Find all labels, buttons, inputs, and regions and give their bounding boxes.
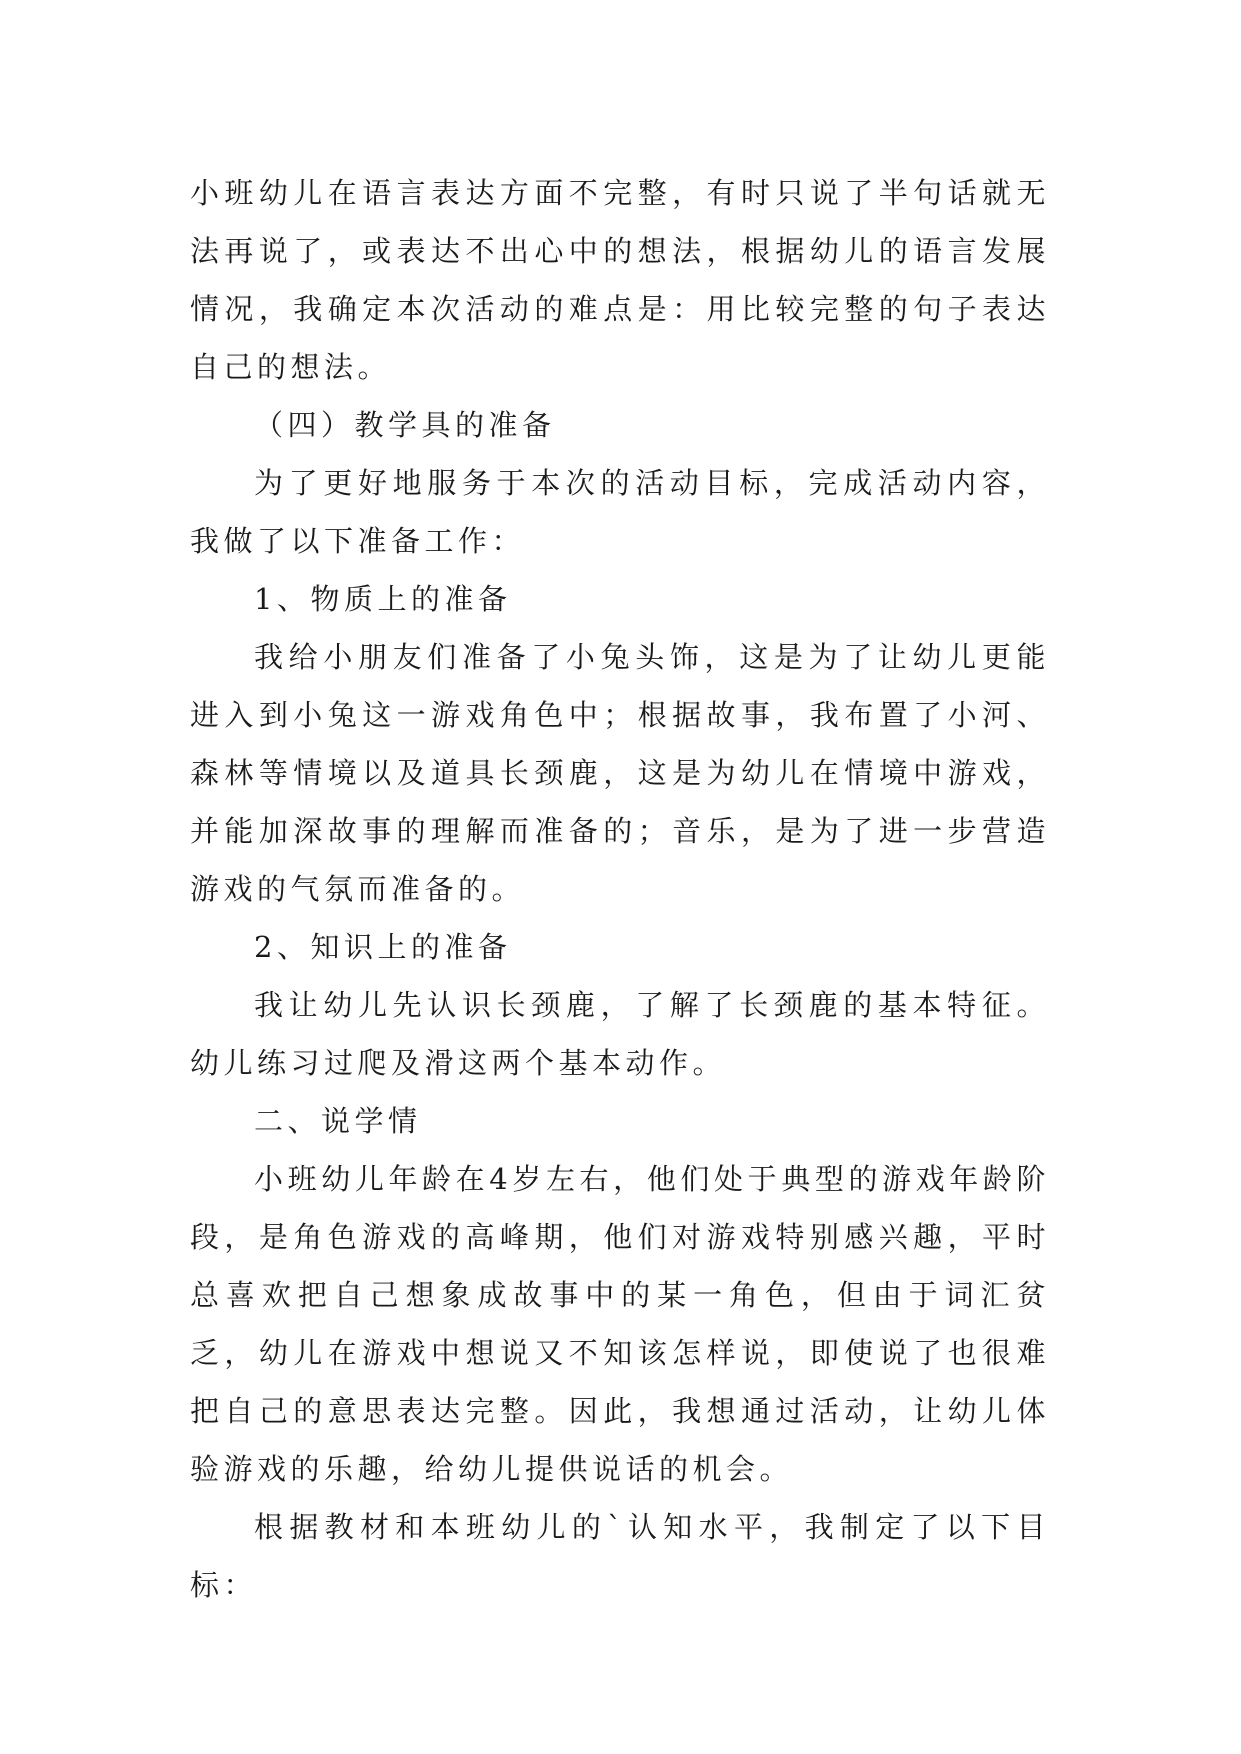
heading-material-preparation: 1、物质上的准备 xyxy=(254,582,512,616)
document-body xyxy=(190,164,1050,1614)
paragraph-preparation-intro: 为了更好地服务于本次的活动目标，完成活动内容，我做了以下准备工作： xyxy=(190,466,1050,558)
heading-teaching-materials: （四）教学具的准备 xyxy=(254,408,556,442)
heading-knowledge-preparation: 2、知识上的准备 xyxy=(254,930,512,964)
heading-learner-analysis: 二、说学情 xyxy=(254,1104,422,1138)
paragraph-learner-analysis: 小班幼儿年龄在4岁左右，他们处于典型的游戏年龄阶段，是角色游戏的高峰期，他们对游戏特别感兴趣，平时总喜欢把自己想象成故事中的某一角色，但由于词汇贫乏，幼儿在游戏中想说又不知该怎样说，即使说了也很难把自己的意思表达完整。因此，我想通过活动，让幼儿体验游戏的乐趣，给幼儿提供说话的机会。 xyxy=(190,1162,1050,1486)
paragraph-knowledge-preparation: 我让幼儿先认识长颈鹿，了解了长颈鹿的基本特征。幼儿练习过爬及滑这两个基本动作。 xyxy=(190,988,1050,1080)
paragraph-difficulty-continued: 小班幼儿在语言表达方面不完整，有时只说了半句话就无法再说了，或表达不出心中的想法，根据幼儿的语言发展情况，我确定本次活动的难点是：用比较完整的句子表达自己的想法。 xyxy=(190,176,1050,384)
paragraph-objectives-intro: 根据教材和本班幼儿的`认知水平，我制定了以下目标： xyxy=(190,1510,1050,1602)
paragraph-material-preparation: 我给小朋友们准备了小兔头饰，这是为了让幼儿更能进入到小兔这一游戏角色中；根据故事，我布置了小河、森林等情境以及道具长颈鹿，这是为幼儿在情境中游戏，并能加深故事的理解而准备的；音乐，是为了进一步营造游戏的气氛而准备的。 xyxy=(190,640,1050,906)
